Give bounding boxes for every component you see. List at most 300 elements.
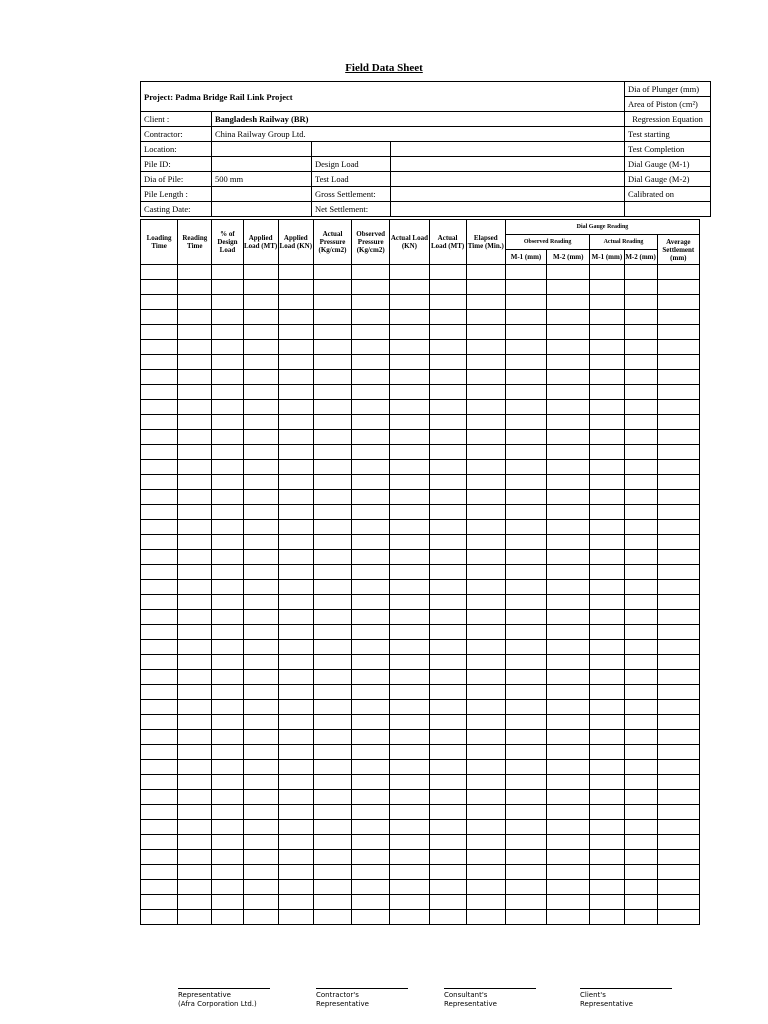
data-cell — [429, 325, 466, 340]
data-cell — [390, 265, 429, 280]
data-cell — [624, 805, 657, 820]
data-cell — [505, 835, 546, 850]
data-cell — [466, 805, 505, 820]
data-cell — [352, 550, 390, 565]
data-cell — [466, 760, 505, 775]
info-value-2 — [391, 187, 625, 202]
data-cell — [390, 520, 429, 535]
data-cell — [390, 415, 429, 430]
data-cell — [466, 370, 505, 385]
data-cell — [141, 295, 178, 310]
project-info-table — [140, 81, 711, 217]
data-cell — [590, 460, 624, 475]
data-cell — [352, 595, 390, 610]
data-cell — [141, 445, 178, 460]
info-label: Dia of Pile: — [141, 172, 212, 187]
data-cell — [547, 775, 590, 790]
data-cell — [429, 340, 466, 355]
data-cell — [243, 775, 278, 790]
data-cell — [429, 550, 466, 565]
data-cell — [212, 445, 243, 460]
data-cell — [657, 640, 699, 655]
table-row — [141, 910, 700, 925]
info-row — [141, 112, 711, 127]
data-cell — [590, 295, 624, 310]
data-cell — [141, 280, 178, 295]
column-header: Loading Time — [141, 220, 178, 265]
data-cell — [657, 895, 699, 910]
data-cell — [141, 355, 178, 370]
data-cell — [178, 400, 212, 415]
data-cell — [466, 310, 505, 325]
table-row — [141, 715, 700, 730]
table-row — [141, 535, 700, 550]
data-cell — [141, 865, 178, 880]
data-cell — [178, 565, 212, 580]
data-cell — [466, 820, 505, 835]
data-cell — [547, 805, 590, 820]
data-cell — [390, 760, 429, 775]
data-cell — [657, 880, 699, 895]
data-cell — [547, 850, 590, 865]
info-value — [212, 142, 312, 157]
data-cell — [243, 265, 278, 280]
data-cell — [624, 430, 657, 445]
data-cell — [178, 550, 212, 565]
data-cell — [313, 505, 351, 520]
data-cell — [624, 700, 657, 715]
data-cell — [243, 880, 278, 895]
data-cell — [547, 580, 590, 595]
data-cell — [313, 775, 351, 790]
table-row — [141, 640, 700, 655]
right-label: Dial Gauge (M-2) — [625, 172, 711, 187]
data-cell — [624, 310, 657, 325]
data-cell — [278, 880, 313, 895]
data-cell — [278, 850, 313, 865]
data-cell — [657, 580, 699, 595]
table-row — [141, 775, 700, 790]
data-cell — [429, 535, 466, 550]
info-value — [212, 157, 312, 172]
data-cell — [466, 325, 505, 340]
data-cell — [352, 475, 390, 490]
data-cell — [547, 550, 590, 565]
data-cell — [547, 820, 590, 835]
data-cell — [278, 385, 313, 400]
data-cell — [212, 295, 243, 310]
right-label: Dial Gauge (M-1) — [625, 157, 711, 172]
data-cell — [212, 565, 243, 580]
data-cell — [313, 610, 351, 625]
signature-line1: Client's — [580, 991, 606, 999]
data-cell — [547, 670, 590, 685]
data-cell — [278, 295, 313, 310]
data-cell — [657, 715, 699, 730]
signature-line2: Representative — [444, 1000, 497, 1008]
data-cell — [141, 685, 178, 700]
data-cell — [352, 520, 390, 535]
data-cell — [178, 355, 212, 370]
data-cell — [466, 415, 505, 430]
data-cell — [505, 400, 546, 415]
data-cell — [243, 460, 278, 475]
data-cell — [141, 385, 178, 400]
data-cell — [466, 835, 505, 850]
data-cell — [141, 805, 178, 820]
data-cell — [657, 385, 699, 400]
data-cell — [243, 415, 278, 430]
actual-reading-header: Actual Reading — [590, 235, 657, 250]
data-cell — [429, 430, 466, 445]
data-cell — [657, 865, 699, 880]
data-cell — [624, 625, 657, 640]
data-cell — [352, 280, 390, 295]
data-cell — [278, 580, 313, 595]
data-cell — [624, 520, 657, 535]
data-cell — [590, 865, 624, 880]
data-cell — [390, 580, 429, 595]
data-cell — [390, 790, 429, 805]
data-cell — [657, 310, 699, 325]
data-cell — [390, 550, 429, 565]
data-cell — [657, 475, 699, 490]
data-cell — [313, 415, 351, 430]
data-cell — [212, 880, 243, 895]
data-cell — [624, 880, 657, 895]
data-cell — [313, 595, 351, 610]
data-cell — [590, 415, 624, 430]
data-cell — [352, 775, 390, 790]
data-cell — [547, 730, 590, 745]
table-row — [141, 325, 700, 340]
data-cell — [657, 490, 699, 505]
data-cell — [278, 655, 313, 670]
signature-line2: (Afra Corporation Ltd.) — [178, 1000, 257, 1008]
data-cell — [429, 370, 466, 385]
info-row — [141, 127, 711, 142]
data-cell — [466, 280, 505, 295]
table-row — [141, 670, 700, 685]
data-cell — [212, 265, 243, 280]
data-cell — [178, 775, 212, 790]
data-cell — [505, 280, 546, 295]
data-cell — [547, 505, 590, 520]
table-row — [141, 310, 700, 325]
data-cell — [390, 655, 429, 670]
data-cell — [590, 370, 624, 385]
data-cell — [657, 430, 699, 445]
data-cell — [243, 700, 278, 715]
data-cell — [505, 565, 546, 580]
data-cell — [278, 805, 313, 820]
data-cell — [624, 580, 657, 595]
data-cell — [243, 820, 278, 835]
m1-header: M-1 (mm) — [505, 250, 546, 265]
data-cell — [624, 505, 657, 520]
data-cell — [624, 385, 657, 400]
data-cell — [178, 370, 212, 385]
data-cell — [390, 700, 429, 715]
data-cell — [141, 850, 178, 865]
data-cell — [657, 790, 699, 805]
info-label-2: Test Load — [312, 172, 391, 187]
data-cell — [212, 310, 243, 325]
data-cell — [547, 430, 590, 445]
data-cell — [278, 610, 313, 625]
data-cell — [505, 850, 546, 865]
data-cell — [313, 325, 351, 340]
info-row — [141, 202, 711, 217]
data-cell — [141, 610, 178, 625]
data-cell — [141, 415, 178, 430]
table-row — [141, 565, 700, 580]
data-cell — [278, 775, 313, 790]
data-cell — [352, 445, 390, 460]
data-cell — [313, 580, 351, 595]
data-cell — [352, 865, 390, 880]
data-cell — [243, 715, 278, 730]
data-cell — [657, 700, 699, 715]
data-cell — [505, 385, 546, 400]
data-cell — [278, 640, 313, 655]
data-cell — [141, 340, 178, 355]
data-cell — [429, 595, 466, 610]
data-cell — [390, 895, 429, 910]
data-cell — [178, 520, 212, 535]
data-cell — [466, 535, 505, 550]
table-row — [141, 850, 700, 865]
data-cell — [466, 295, 505, 310]
data-cell — [657, 415, 699, 430]
data-cell — [624, 730, 657, 745]
data-cell — [505, 760, 546, 775]
data-cell — [624, 565, 657, 580]
data-cell — [657, 370, 699, 385]
data-cell — [243, 685, 278, 700]
data-cell — [278, 865, 313, 880]
data-cell — [590, 715, 624, 730]
data-cell — [590, 790, 624, 805]
data-cell — [657, 295, 699, 310]
data-cell — [313, 745, 351, 760]
data-cell — [178, 490, 212, 505]
data-cell — [657, 850, 699, 865]
data-cell — [243, 535, 278, 550]
data-cell — [390, 475, 429, 490]
m1-header: M-1 (mm) — [590, 250, 624, 265]
data-cell — [243, 430, 278, 445]
info-label: Location: — [141, 142, 212, 157]
info-row — [141, 157, 711, 172]
data-cell — [466, 850, 505, 865]
data-cell — [212, 520, 243, 535]
data-cell — [352, 880, 390, 895]
table-row — [141, 895, 700, 910]
data-cell — [141, 595, 178, 610]
data-cell — [624, 820, 657, 835]
data-cell — [624, 460, 657, 475]
right-label: Test starting — [625, 127, 711, 142]
data-cell — [212, 535, 243, 550]
data-cell — [657, 280, 699, 295]
data-cell — [352, 745, 390, 760]
data-cell — [505, 610, 546, 625]
data-cell — [212, 460, 243, 475]
signature-consultant — [444, 988, 536, 1009]
data-cell — [505, 685, 546, 700]
data-cell — [178, 340, 212, 355]
data-cell — [390, 295, 429, 310]
data-cell — [590, 685, 624, 700]
data-cell — [390, 445, 429, 460]
data-cell — [243, 355, 278, 370]
data-cell — [390, 850, 429, 865]
signature-line1: Consultant's — [444, 991, 488, 999]
data-cell — [212, 430, 243, 445]
data-cell — [212, 400, 243, 415]
table-row — [141, 730, 700, 745]
data-cell — [352, 670, 390, 685]
data-cell — [278, 325, 313, 340]
data-cell — [352, 700, 390, 715]
data-cell — [505, 625, 546, 640]
data-cell — [466, 610, 505, 625]
data-cell — [390, 775, 429, 790]
data-cell — [178, 445, 212, 460]
data-cell — [657, 730, 699, 745]
data-cell — [278, 520, 313, 535]
table-row — [141, 790, 700, 805]
data-cell — [466, 355, 505, 370]
data-cell — [278, 715, 313, 730]
data-cell — [624, 640, 657, 655]
data-cell — [624, 415, 657, 430]
data-cell — [624, 490, 657, 505]
data-cell — [390, 370, 429, 385]
table-row — [141, 625, 700, 640]
table-row — [141, 475, 700, 490]
data-cell — [547, 385, 590, 400]
data-cell — [466, 775, 505, 790]
data-cell — [352, 385, 390, 400]
data-cell — [390, 610, 429, 625]
data-cell — [429, 295, 466, 310]
data-cell — [657, 550, 699, 565]
signature-area — [0, 988, 768, 1018]
data-cell — [243, 400, 278, 415]
info-value: China Railway Group Ltd. — [212, 127, 625, 142]
data-cell — [313, 880, 351, 895]
data-cell — [429, 700, 466, 715]
data-cell — [141, 775, 178, 790]
data-cell — [178, 265, 212, 280]
data-cell — [313, 730, 351, 745]
table-row — [141, 400, 700, 415]
data-cell — [278, 685, 313, 700]
table-row — [141, 340, 700, 355]
data-cell — [624, 475, 657, 490]
data-cell — [590, 745, 624, 760]
data-cell — [390, 745, 429, 760]
data-cell — [352, 580, 390, 595]
data-cell — [243, 295, 278, 310]
data-cell — [278, 835, 313, 850]
data-cell — [313, 820, 351, 835]
data-cell — [178, 760, 212, 775]
data-cell — [352, 490, 390, 505]
data-cell — [243, 445, 278, 460]
data-cell — [243, 595, 278, 610]
data-cell — [243, 370, 278, 385]
data-cell — [505, 595, 546, 610]
data-cell — [313, 790, 351, 805]
data-cell — [624, 670, 657, 685]
data-cell — [243, 520, 278, 535]
data-cell — [141, 715, 178, 730]
right-label: Calibrated on — [625, 187, 711, 202]
data-cell — [178, 640, 212, 655]
data-cell — [278, 595, 313, 610]
info-label-2: Gross Settlement: — [312, 187, 391, 202]
data-cell — [243, 640, 278, 655]
data-cell — [429, 790, 466, 805]
table-row — [141, 745, 700, 760]
data-cell — [278, 265, 313, 280]
info-value-2 — [391, 202, 625, 217]
data-cell — [429, 280, 466, 295]
data-cell — [657, 775, 699, 790]
data-cell — [429, 505, 466, 520]
table-row — [141, 355, 700, 370]
data-cell — [141, 430, 178, 445]
column-header: Applied Load (MT) — [243, 220, 278, 265]
info-row — [141, 172, 711, 187]
data-cell — [352, 760, 390, 775]
data-cell — [313, 370, 351, 385]
data-cell — [390, 385, 429, 400]
column-header: % of Design Load — [212, 220, 243, 265]
data-cell — [547, 745, 590, 760]
data-cell — [178, 580, 212, 595]
column-header: Reading Time — [178, 220, 212, 265]
data-cell — [178, 835, 212, 850]
data-cell — [212, 355, 243, 370]
data-cell — [352, 370, 390, 385]
data-cell — [624, 865, 657, 880]
data-cell — [313, 385, 351, 400]
table-row — [141, 550, 700, 565]
data-cell — [141, 895, 178, 910]
data-cell — [505, 820, 546, 835]
data-cell — [547, 610, 590, 625]
data-cell — [624, 655, 657, 670]
data-cell — [178, 910, 212, 925]
table-row — [141, 580, 700, 595]
signature-line2: Representative — [316, 1000, 369, 1008]
data-cell — [590, 385, 624, 400]
data-cell — [505, 340, 546, 355]
info-value-2 — [391, 142, 625, 157]
data-cell — [141, 910, 178, 925]
data-cell — [243, 340, 278, 355]
data-cell — [590, 475, 624, 490]
data-cell — [466, 685, 505, 700]
data-cell — [657, 265, 699, 280]
data-cell — [547, 865, 590, 880]
data-cell — [178, 730, 212, 745]
data-cell — [547, 640, 590, 655]
